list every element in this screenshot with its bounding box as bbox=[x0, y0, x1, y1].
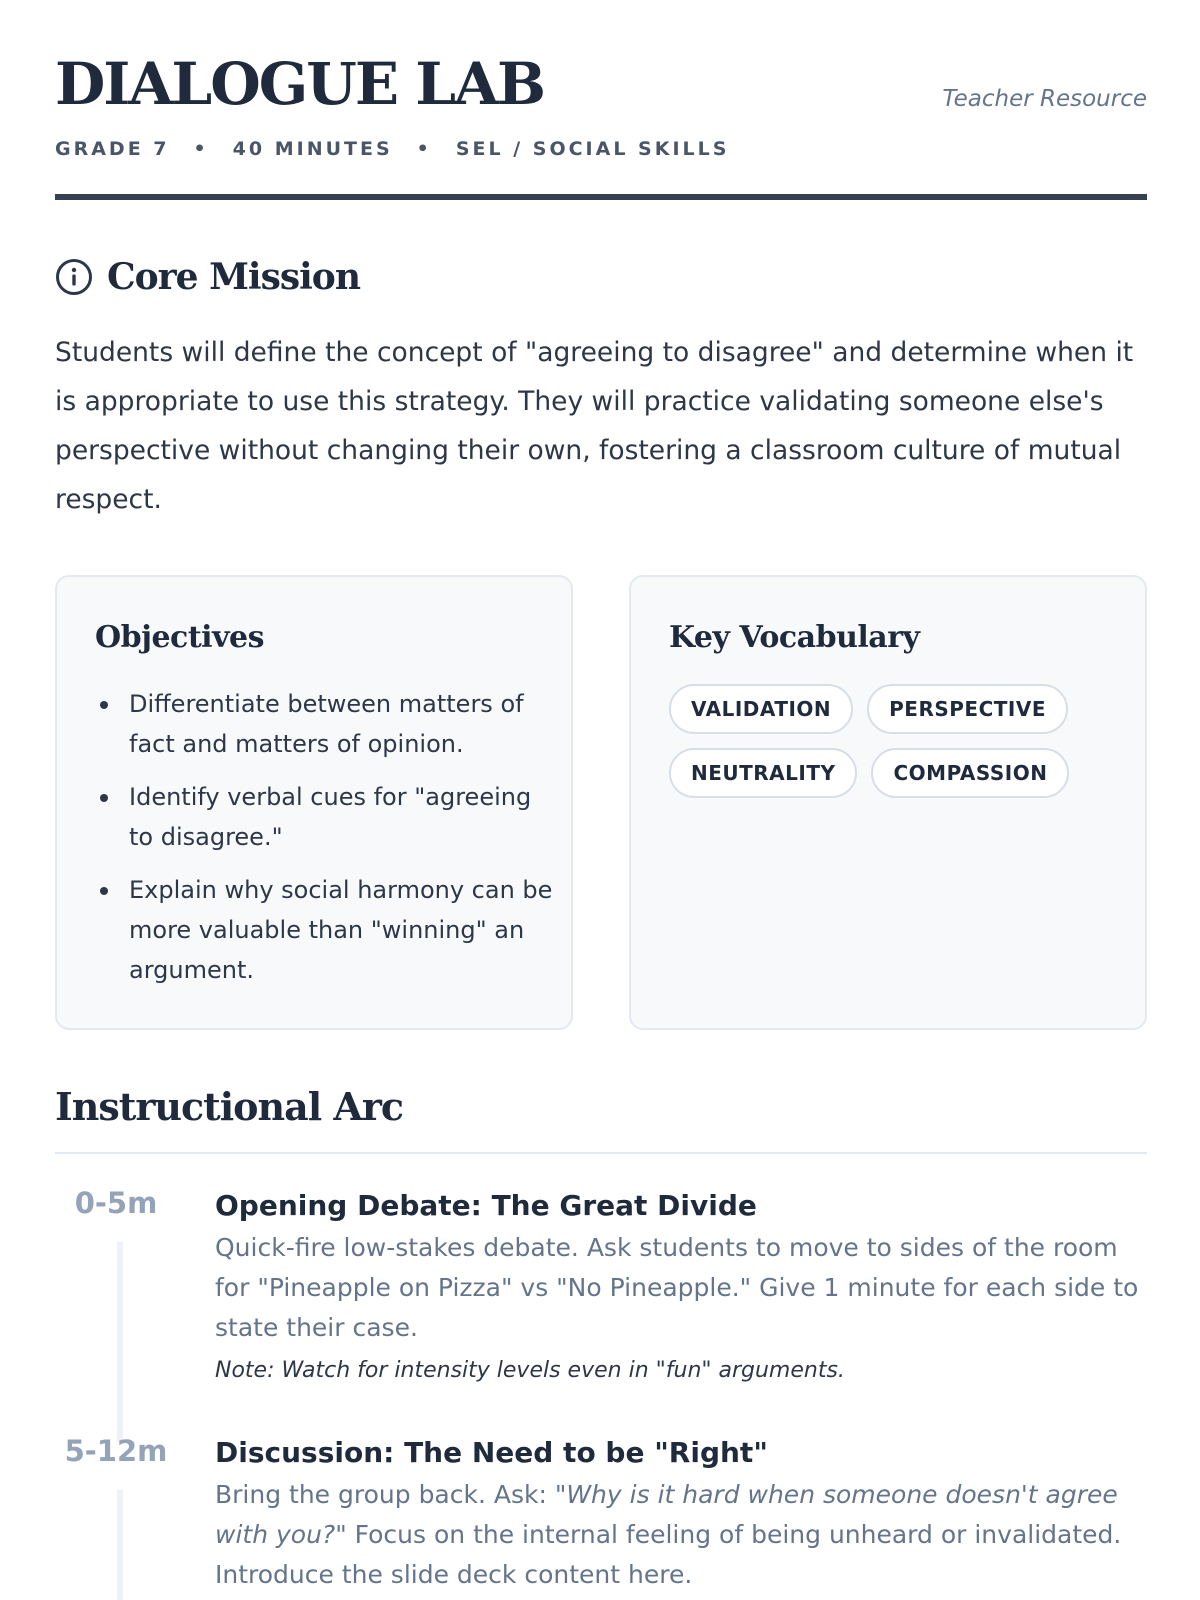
step-description-quote: "Why is it hard when someone doesn't agree with you?" bbox=[215, 1480, 1118, 1549]
mission-heading bbox=[55, 256, 360, 298]
step-title: Opening Debate: The Great Divide bbox=[215, 1189, 757, 1222]
mission-title: Core Mission bbox=[107, 256, 360, 298]
step-title: Discussion: The Need to be "Right" bbox=[215, 1436, 768, 1469]
vocabulary-title: Key Vocabulary bbox=[669, 620, 920, 655]
objectives-title: Objectives bbox=[95, 620, 264, 655]
mission-text: Students will define the concept of "agreeing to disagree" and determine when it is appropriate to use this strategy. They will practice validating someone else's perspective without changing their own, fostering a classroom culture of mutual respect. bbox=[55, 337, 1134, 515]
instructional-arc-title: Instructional Arc bbox=[55, 1084, 404, 1129]
info-icon bbox=[55, 258, 93, 296]
vocab-term-pill: COMPASSION bbox=[871, 748, 1069, 798]
step-description-text: Focus on the internal feeling of being unheard or invalidated. Introduce the slide deck content here. bbox=[215, 1520, 1122, 1589]
timeline-connector bbox=[117, 1242, 123, 1442]
step-time-label: 5-12m bbox=[64, 1434, 168, 1468]
lesson-plan-page bbox=[55, 0, 1147, 1589]
meta-subject: SEL / SOCIAL SKILLS bbox=[455, 138, 730, 160]
lesson-meta bbox=[55, 138, 729, 160]
resource-label: Teacher Resource bbox=[942, 86, 1147, 112]
page-title: DIALOGUE LAB bbox=[55, 50, 545, 118]
step-description bbox=[215, 1475, 1147, 1595]
vocab-term-pill: NEUTRALITY bbox=[669, 748, 857, 798]
arc-step bbox=[215, 1435, 1147, 1595]
step-description-text: Bring the group back. Ask: bbox=[215, 1480, 555, 1509]
meta-duration: 40 MINUTES bbox=[232, 138, 393, 160]
arc-divider bbox=[55, 1152, 1147, 1154]
vocabulary-terms bbox=[669, 684, 1109, 798]
list-item: Differentiate between matters of fact and matters of opinion. bbox=[95, 684, 555, 764]
meta-separator: • bbox=[416, 138, 432, 160]
header-divider bbox=[55, 194, 1147, 200]
meta-grade: GRADE 7 bbox=[55, 138, 170, 160]
list-item: Explain why social harmony can be more valuable than "winning" an argument. bbox=[95, 870, 555, 990]
objectives-list bbox=[95, 684, 555, 1003]
step-time-label: 0-5m bbox=[74, 1186, 158, 1220]
list-item: Identify verbal cues for "agreeing to disagree." bbox=[95, 777, 555, 857]
step-note: Note: Watch for intensity levels even in "fun" arguments. bbox=[215, 1358, 845, 1383]
page-header bbox=[55, 0, 1147, 200]
timeline-connector bbox=[117, 1490, 123, 1600]
step-description: Quick-fire low-stakes debate. Ask students to move to sides of the room for "Pineapple on Pizza" vs "No Pineapple." Give 1 minute for each side to state their case. bbox=[215, 1233, 1139, 1342]
meta-separator: • bbox=[193, 138, 209, 160]
arc-step bbox=[215, 1188, 1147, 1386]
vocab-term-pill: VALIDATION bbox=[669, 684, 853, 734]
vocab-term-pill: PERSPECTIVE bbox=[867, 684, 1068, 734]
